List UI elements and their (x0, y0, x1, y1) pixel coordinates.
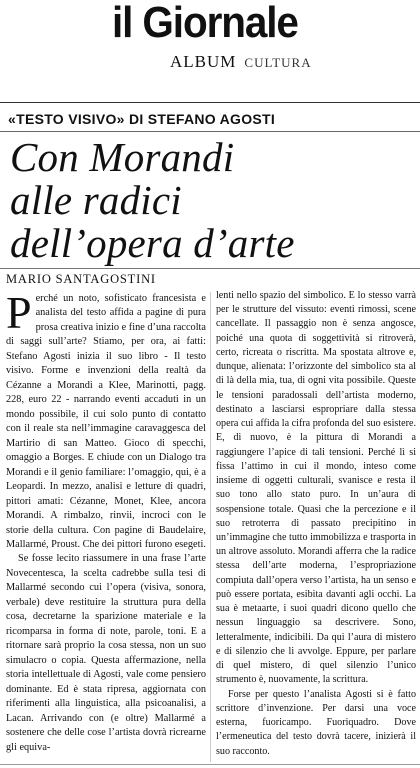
article-column-1 (6, 287, 206, 755)
section-album: ALBUM (170, 52, 237, 71)
section-cultura: CULTURA (244, 55, 312, 70)
article-headline (10, 136, 295, 265)
headline-line-2: alle radici (10, 177, 182, 223)
headline-line-1: Con Morandi (10, 134, 235, 180)
paragraph-2: Se fosse lecito riassumere in una frase l’arte Novecentesca, la scelta cadrebbe sulla tesi di Mallarmé secondo cui l’opera (visiva, sonora, verbale) deve restituire la struttura pura della cosa, decretarne la sparizione materiale e la ricomparsa in forma di note, parole, toni. E a ritornare sarà proprio la cosa stessa, non un suo simulacro o copia. Questa affermazione, nella storia intellettuale di Agosti, vale come pensiero dominante. Ed è stata ripresa, aggiornata con riferimenti alla linguistica, alla psicoanalisi, a Lacan. Arrivando con (e oltre) Mallarmé a sostenere che delle cose l’artista dovrà ricrearne gli equiva- (6, 553, 206, 753)
masthead (0, 0, 420, 100)
column-divider (210, 292, 211, 762)
paragraph-3: lenti nello spazio del simbolico. E lo stesso varrà per le strutture del vissuto: eventi rimossi, scene cancellate. Il passaggio non è senza angosce, poiché una quota di soggettività si ritroverà, certo, ricreata o riscritta. Ma spostata altrove e, dunque, alienata: l’orizzonte del simbolico sta al di là della mia, tua, di ogni vita possibile. Queste le tensioni paradossali dell’artista moderno, destinato a lasciarsi espropriare dalla stessa opera cui affida la cifra profonda del suo esistere. E, di nuovo, è la pittura di Morandi a raggiungere l’apice di tali tensioni. Perché lì si fissa l’attimo in cui il mondo, inteso come insieme di oggetti culturali, svanisce e resta il suo tono allo stato puro. In un’aura di sospensione totale. Quasi che la percezione e il suo retroterra di passato precipitino in un’immagine che tutto immobilizza e trasporta in un altrove assoluto. Morandi afferra che la radice stessa dell’arte moderna, l’espropriazione compiuta dall’opera verso l’artista, ha un senso e può essere portata, esibita davanti agli occhi. La sua è metaarte, i suoi quadri dicono quello che nessun linguaggio sa descrivere. Sono, letteralmente, indicibili. Da qui l’aura di mistero e di silenzio che li avvolge. Eppure, per parlare di quel mistero, di quel silenzio l’unico strumento è, nuovamente, la scrittura. (216, 290, 416, 686)
headline-line-3: dell’opera d’arte (10, 220, 295, 266)
newspaper-logo: il Giornale (112, 0, 298, 47)
article-byline: MARIO SANTAGOSTINI (6, 272, 156, 286)
drop-cap: P (6, 287, 32, 338)
headline-divider (0, 268, 420, 269)
kicker-divider (0, 131, 420, 132)
paragraph-4: Forse per questo l’analista Agosti si è fatto scrittore d’invenzione. Per darsi una voce esterna, fuoricampo. Fuoriquadro. Dove l’ermeneutica del testo dovrà tacere, inizierà il suo racconto. (216, 688, 416, 757)
page-bottom-rule (0, 764, 420, 765)
article-kicker: «TESTO VISIVO» DI STEFANO AGOSTI (8, 111, 276, 127)
article-column-2 (216, 289, 416, 759)
paragraph-1 (6, 287, 206, 552)
masthead-divider (0, 102, 420, 103)
section-label (170, 52, 312, 72)
paragraph-1-text: erché un noto, sofisticato francesista e analista del testo affida a pagine di pura prosa creativa inizio e fine d’una raccolta di saggi sull’arte? Stiamo, per ora, ai fatti: Stefano Agosti inizia il suo libro - Il testo visivo. Forme e invenzioni della realtà da Cézanne a Morandi a Klee, Marinotti, pagg. 228, euro 22 - narrando eventi accaduti in un mondo possibile, il cui solo punto di contatto con il reale sta nell’immagine caravaggesca del Martirio di san Matteo. Gioco di specchi, omaggio a Borges. E chiude con un Dialogo tra Morandi e il genio familiare: l’omaggio, qui, è a Leopardi. In mezzo, analisi e letture di quadri, pittori amati: Cézanne, Monet, Klee, ancora Morandi. A rimbalzo, rinvii, incroci con le storie della cultura. Con pagine di Baudelaire, Mallarmé, Proust. Che dei pittori furono esegeti. (6, 293, 206, 550)
